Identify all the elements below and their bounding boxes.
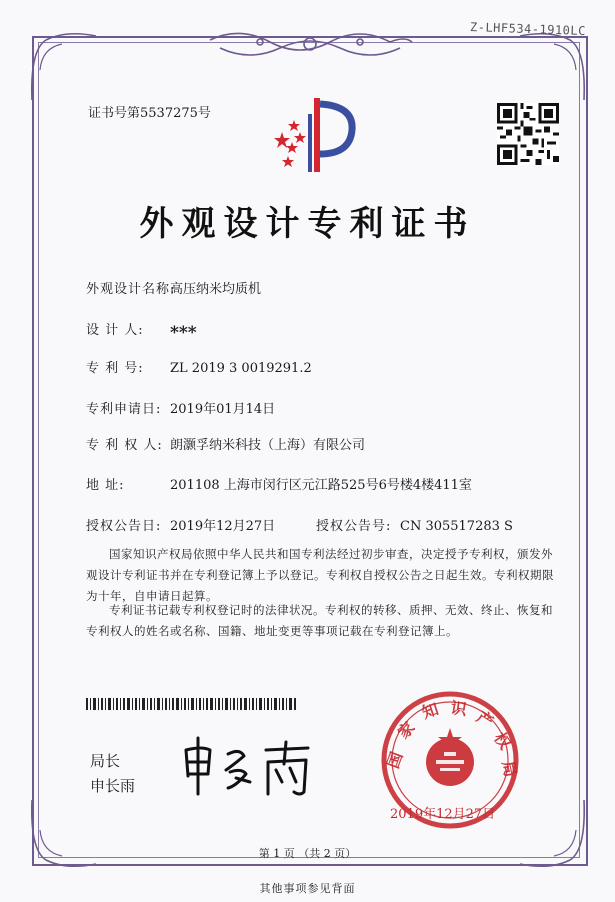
design-name-label: 外观设计名称:	[86, 282, 176, 297]
seal-character: 权	[490, 728, 515, 753]
signature-icon	[180, 732, 330, 802]
designer-value: ***	[170, 323, 197, 343]
qr-code-icon	[497, 103, 559, 165]
patent-office-emblem-icon	[262, 94, 362, 174]
grant-number-row	[316, 515, 513, 534]
official-name: 申长雨	[90, 777, 136, 795]
seal-character: 家	[393, 717, 419, 743]
top-ornament-icon	[200, 28, 420, 78]
grant-date-value: 2019年12月27日	[170, 519, 276, 534]
corner-ornament-icon	[510, 30, 590, 110]
grant-number-value: CN 305517283 S	[400, 519, 513, 534]
grant-statement-paragraph: 国家知识产权局依照中华人民共和国专利法经过初步审查，决定授予专利权，颁发外观设计专利证书并在专利登记簿上予以登记。专利权自授权公告之日起生效。专利权期限为十年，自申请日起算。	[86, 547, 554, 603]
address-value: 201108 上海市闵行区元江路525号6号楼4楼411室	[170, 478, 472, 493]
page-indicator: 第 1 页 （共 2 页）	[258, 847, 357, 860]
seal-character: 国	[383, 749, 407, 771]
address-row	[86, 474, 472, 493]
design-name-row	[86, 278, 261, 297]
grant-date-row	[86, 515, 275, 534]
patent-number-value: ZL 2019 3 0019291.2	[170, 361, 312, 376]
barcode-icon	[86, 698, 296, 710]
seal-character: 局	[498, 759, 521, 779]
design-name-value: 高压纳米均质机	[170, 282, 262, 297]
footer-note: 其他事项参见背面	[259, 882, 356, 895]
seal-character: 产	[473, 707, 497, 732]
grant-date-label: 授权公告日:	[86, 519, 162, 534]
certificate-number: 证书号第5537275号	[88, 106, 211, 121]
designer-row	[86, 319, 197, 343]
patentee-label: 专 利 权 人:	[86, 438, 163, 453]
corner-ornament-icon	[26, 30, 106, 110]
patent-number-label: 专 利 号:	[86, 361, 144, 376]
patentee-value: 朗灏孚纳米科技（上海）有限公司	[170, 438, 366, 453]
official-title: 局长	[90, 752, 121, 770]
address-label: 地 址:	[86, 478, 125, 493]
patentee-row	[86, 434, 365, 453]
designer-label: 设 计 人:	[86, 323, 144, 338]
document-title: 外观设计专利证书	[139, 204, 476, 244]
filing-date-value: 2019年01月14日	[170, 402, 276, 417]
legal-status-paragraph: 专利证书记载专利权登记时的法律状况。专利权的转移、质押、无效、终止、恢复和专利权人的姓名或名称、国籍、地址变更等事项记载在专利登记簿上。	[86, 603, 553, 638]
patent-number-row	[86, 357, 312, 376]
handwritten-note: Z-LHF534-1910LC	[469, 19, 587, 39]
grant-number-label: 授权公告号:	[316, 519, 392, 534]
filing-date-label: 专利申请日:	[86, 402, 162, 417]
filing-date-row	[86, 398, 275, 417]
seal-date: 2019年12月27日	[390, 807, 496, 822]
seal-character: 识	[449, 698, 469, 720]
seal-character: 知	[419, 699, 441, 723]
